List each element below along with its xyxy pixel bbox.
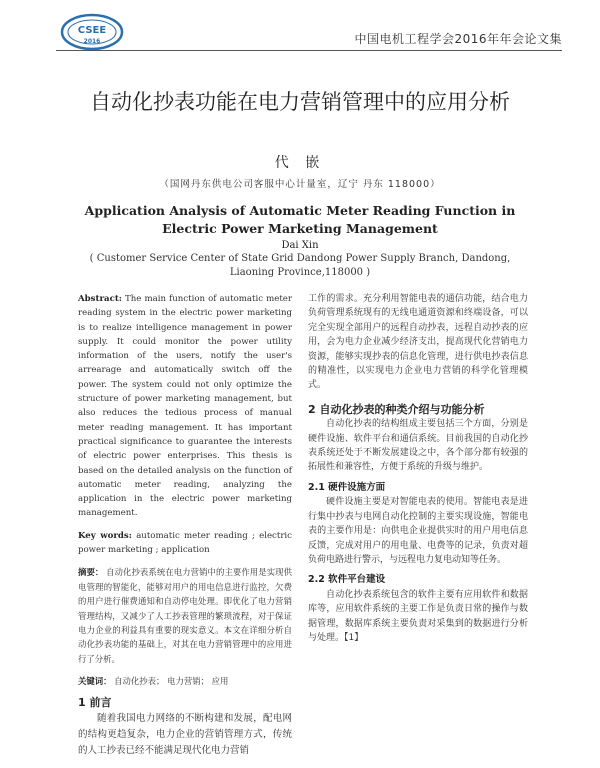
- keywords-text-en: automatic meter reading ; electric power marketing ; application: [78, 530, 292, 556]
- affiliation-en: ( Customer Service Center of State Grid Dandong Power Supply Branch, Dandong, Liaoning Province,118000 ): [89, 253, 511, 278]
- section-2-1-heading: 2.1 硬件设施方面: [308, 481, 386, 493]
- abstract-label-cn: 摘要：: [78, 567, 104, 578]
- left-column: [78, 292, 292, 759]
- abstract-text-cn: 自动化抄表系统在电力营销中的主要作用是实现供电管理的智能化，能够对用户的用电信息进行监控，欠费的用户进行催费通知和自动停电处理。即优化了电力营销管理结构，又减少了人工抄表管理的繁琐流程，对于保证电力企业的利益具有重要的现实意义。本文在详细分析自动化抄表功能的基础上，对其在电力营销管理中的应用进行了分析。: [78, 567, 292, 664]
- abstract-cn: [78, 565, 292, 666]
- keywords-en: [78, 529, 292, 558]
- section-2-text: 自动化抄表的结构组成主要包括三个方面，分别是硬件设施、软件平台和通信系统。目前我国的自动化抄表系统还处于不断发展建设之中，各个部分都有较强的拓展性和兼容性，方便于系统的升级与维护。: [308, 419, 528, 473]
- keywords-cn: [78, 674, 292, 688]
- section-1-text: 随着我国电力网络的不断构建和发展，配电网的结构更趋复杂，电力企业的营销管理方式，传统的人工抄表已经不能满足现代化电力营销: [78, 712, 292, 756]
- author-cn: 代 嵌: [274, 155, 326, 171]
- keywords-label-cn: 关键词：: [78, 676, 112, 687]
- header-divider: [56, 50, 562, 51]
- abstract-en: [78, 292, 292, 521]
- affiliation-cn: （国网丹东供电公司客服中心计量室，辽宁 丹东 118000）: [159, 179, 441, 190]
- logo-text: CSEE: [77, 25, 107, 36]
- intro-continued: 工作的需求。充分利用智能电表的通信功能，结合电力负荷管理系统现有的无线电通道资源和终端设备，可以完全实现全部用户的远程自动抄表，远程自动抄表的应用，会为电力企业减少经济支出，提高现代化营销电力资源，能够实现抄表的信息化管理，进行供电抄表信息的精准性，以实现电力企业电力营销的科学化管理模式。: [308, 294, 528, 391]
- right-column: [308, 292, 528, 645]
- section-2-heading: 2 自动化抄表的种类介绍与功能分析: [308, 402, 485, 416]
- publication-header: 中国电机工程学会2016年年会论文集: [354, 32, 562, 46]
- title-cn: 自动化抄表功能在电力营销管理中的应用分析: [90, 90, 510, 114]
- abstract-text-en: The main function of automatic meter reading system in the electric power marketing is to realize intelligence management in power supply. It could monitor the power utility information of the users, notify the user's arrearage and automatically switch off the power. The system could not only optimize the structure of power marketing management, but also reduces the tedious process of manual meter reading management. It has important practical significance to guarantee the interests of electric power enterprises. This thesis is based on the detailed analysis on the function of automatic meter reading, analyzing the application in the electric power marketing management.: [78, 294, 292, 519]
- keywords-text-cn: 自动化抄表； 电力营销； 应用: [114, 676, 229, 687]
- keywords-label-en: Key words:: [78, 530, 132, 541]
- csee-logo-icon: [60, 12, 124, 52]
- section-2-2-text: 自动化抄表系统包含的软件主要有应用软件和数据库等，应用软件系统的主要工作是负责日常的操作与数据管理，数据库系统主要负责对采集到的数据进行分析与处理。【1】: [308, 589, 528, 643]
- author-en: Dai Xin: [281, 240, 319, 251]
- abstract-label-en: Abstract:: [78, 294, 122, 304]
- logo-year: 2016: [83, 38, 101, 45]
- section-1-heading: 1 前言: [78, 696, 112, 710]
- title-en: Application Analysis of Automatic Meter Reading Function in Electric Power Marketing Management: [84, 203, 516, 236]
- section-2-1-text: 硬件设施主要是对智能电表的使用。智能电表是进行集中抄表与电网自动化控制的主要实现设施，智能电表的主要作用是：向供电企业提供实时的用户用电信息反馈，完成对用户的用电量、电费等的记录，负责对超负荷电路进行警示，与远程电力复电动知等任务。: [308, 497, 528, 565]
- section-2-2-heading: 2.2 软件平台建设: [308, 574, 386, 586]
